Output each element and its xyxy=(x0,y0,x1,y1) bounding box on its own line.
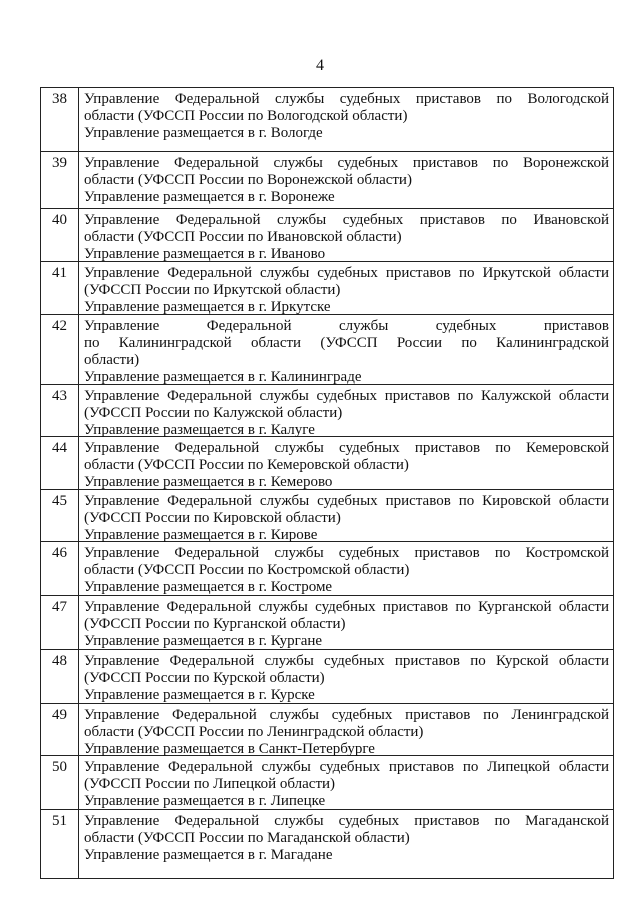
office-name-line: области (УФССП России по Ивановской области) xyxy=(84,229,402,245)
table-row xyxy=(41,649,613,703)
office-location: Управление размещается в г. Магадане xyxy=(84,847,333,863)
office-location: Управление размещается в г. Кирове xyxy=(84,527,318,543)
office-name-line: области) xyxy=(84,352,140,368)
row-number: 40 xyxy=(41,209,79,261)
office-name-line: Управление Федеральной службы судебных приставов по Ленинградской xyxy=(84,707,609,723)
office-name-line: Управление Федеральной службы судебных приставов по Ивановской xyxy=(84,212,609,228)
table-row xyxy=(41,541,613,595)
table-row xyxy=(41,595,613,649)
office-name-line: (УФССП России по Курганской области) xyxy=(84,616,346,632)
row-content xyxy=(79,596,613,649)
office-location: Управление размещается в г. Калуге xyxy=(84,422,315,438)
row-content xyxy=(79,542,613,595)
office-name-line: (УФССП России по Курской области) xyxy=(84,670,325,686)
office-name-line: области (УФССП России по Магаданской области) xyxy=(84,830,410,846)
office-name-line: области (УФССП России по Кемеровской области) xyxy=(84,457,409,473)
table-row xyxy=(41,489,613,541)
row-number: 42 xyxy=(41,315,79,384)
office-location: Управление размещается в г. Кемерово xyxy=(84,474,333,490)
office-name-line: (УФССП России по Иркутской области) xyxy=(84,282,341,298)
row-number: 48 xyxy=(41,650,79,703)
office-name-line: области (УФССП России по Воронежской области) xyxy=(84,172,412,188)
office-name-line: Управление Федеральной службы судебных приставов по Иркутской области xyxy=(84,265,609,281)
table-row xyxy=(41,151,613,208)
table-row xyxy=(41,314,613,384)
row-content xyxy=(79,315,613,384)
office-name-line: области (УФССП России по Костромской области) xyxy=(84,562,410,578)
table-row xyxy=(41,88,613,151)
office-name-line: Управление Федеральной службы судебных приставов по Липецкой области xyxy=(84,759,609,775)
office-name-line: Управление Федеральной службы судебных приставов по Курской области xyxy=(84,653,609,669)
row-number: 39 xyxy=(41,152,79,208)
row-number: 43 xyxy=(41,385,79,436)
office-location: Управление размещается в г. Курске xyxy=(84,687,315,703)
office-location: Управление размещается в г. Липецке xyxy=(84,793,326,809)
office-location: Управление размещается в г. Костроме xyxy=(84,579,333,595)
row-content xyxy=(79,704,613,755)
office-name-line: (УФССП России по Кировской области) xyxy=(84,510,341,526)
office-location: Управление размещается в г. Калининграде xyxy=(84,369,362,385)
office-location: Управление размещается в г. Вологде xyxy=(84,125,323,141)
row-number: 49 xyxy=(41,704,79,755)
office-name-line: Управление Федеральной службы судебных приставов по Вологодской xyxy=(84,91,609,107)
office-location: Управление размещается в Санкт-Петербурге xyxy=(84,741,375,757)
row-number: 47 xyxy=(41,596,79,649)
row-content xyxy=(79,490,613,541)
table-row xyxy=(41,384,613,436)
table-row xyxy=(41,436,613,489)
table-row xyxy=(41,208,613,261)
office-name-line: (УФССП России по Калужской области) xyxy=(84,405,343,421)
table-row xyxy=(41,809,613,878)
office-location: Управление размещается в г. Иваново xyxy=(84,246,326,262)
office-location: Управление размещается в г. Кургане xyxy=(84,633,323,649)
office-name-line: Управление Федеральной службы судебных приставов по Курганской области xyxy=(84,599,609,615)
office-name-line: области (УФССП России по Вологодской области) xyxy=(84,108,408,124)
office-name-line: области (УФССП России по Ленинградской области) xyxy=(84,724,424,740)
row-content xyxy=(79,437,613,489)
office-name-line: Управление Федеральной службы судебных приставов по Калужской области xyxy=(84,388,609,404)
row-content xyxy=(79,756,613,809)
row-number: 45 xyxy=(41,490,79,541)
office-location: Управление размещается в г. Воронеже xyxy=(84,189,335,205)
office-name-line: (УФССП России по Липецкой области) xyxy=(84,776,336,792)
row-number: 50 xyxy=(41,756,79,809)
row-content xyxy=(79,810,613,878)
office-name-line: Управление Федеральной службы судебных приставов по Кировской области xyxy=(84,493,609,509)
row-content xyxy=(79,88,613,151)
table-row xyxy=(41,703,613,755)
table-row xyxy=(41,261,613,314)
row-number: 41 xyxy=(41,262,79,314)
office-name-line: Управление Федеральной службы судебных приставов xyxy=(84,318,609,334)
page-number: 4 xyxy=(316,57,324,74)
office-name-line: Управление Федеральной службы судебных приставов по Воронежской xyxy=(84,155,609,171)
office-name-line: по Калининградской области (УФССП России по Калининградской xyxy=(84,335,609,351)
office-name-line: Управление Федеральной службы судебных приставов по Костромской xyxy=(84,545,609,561)
row-number: 51 xyxy=(41,810,79,878)
row-content xyxy=(79,385,613,436)
office-location: Управление размещается в г. Иркутске xyxy=(84,299,331,315)
row-number: 44 xyxy=(41,437,79,489)
row-number: 38 xyxy=(41,88,79,151)
office-name-line: Управление Федеральной службы судебных приставов по Магаданской xyxy=(84,813,609,829)
office-name-line: Управление Федеральной службы судебных приставов по Кемеровской xyxy=(84,440,609,456)
offices-table xyxy=(40,87,614,879)
row-content xyxy=(79,209,613,261)
row-content xyxy=(79,650,613,703)
row-content xyxy=(79,262,613,314)
row-number: 46 xyxy=(41,542,79,595)
row-content xyxy=(79,152,613,208)
table-row xyxy=(41,755,613,809)
